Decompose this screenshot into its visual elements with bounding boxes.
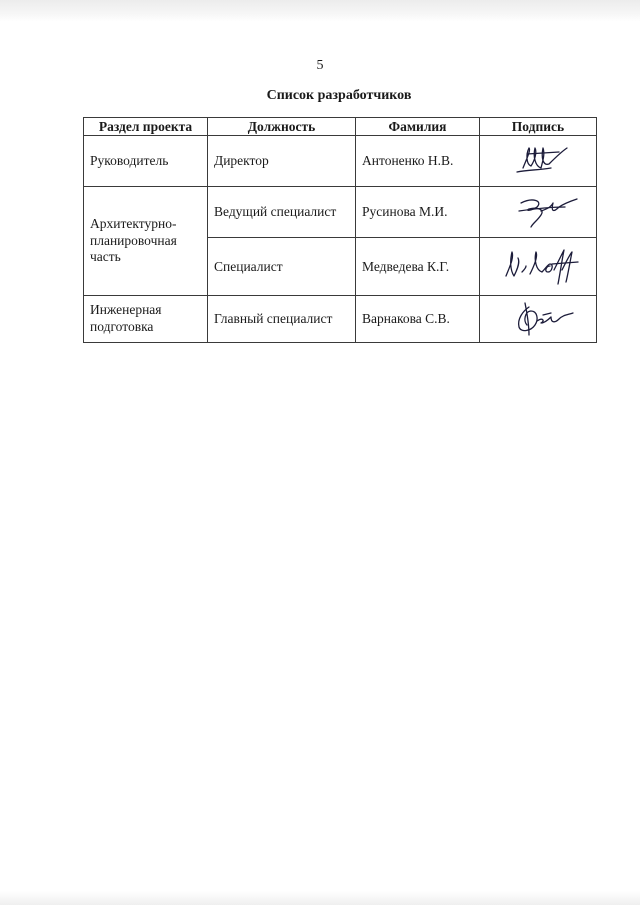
surname-cell: Антоненко Н.В. — [356, 136, 480, 187]
page-number: 5 — [316, 58, 324, 73]
surname-cell: Русинова М.И. — [356, 187, 480, 238]
header-signature: Подпись — [480, 118, 597, 136]
table-row — [84, 187, 597, 238]
signature-image — [488, 240, 588, 294]
table-header-row — [84, 118, 597, 136]
signature-image — [493, 297, 583, 341]
section-cell: Руководитель — [84, 136, 208, 187]
signature-cell — [480, 187, 597, 238]
surname-cell: Медведева К.Г. — [356, 238, 480, 296]
header-position: Должность — [208, 118, 356, 136]
header-section: Раздел проекта — [84, 118, 208, 136]
section-cell: Архитектурно-планировочная часть — [84, 187, 208, 296]
table-row — [84, 296, 597, 343]
header-surname: Фамилия — [356, 118, 480, 136]
document-title: Список разработчиков — [266, 88, 412, 103]
position-cell: Специалист — [208, 238, 356, 296]
signature-cell — [480, 136, 597, 187]
position-cell: Ведущий специалист — [208, 187, 356, 238]
section-cell: Инженерная подготовка — [84, 296, 208, 343]
signature-cell — [480, 238, 597, 296]
signature-cell — [480, 296, 597, 343]
table-row — [84, 136, 597, 187]
developers-table — [83, 117, 597, 343]
position-cell: Главный специалист — [208, 296, 356, 343]
signature-image — [493, 138, 583, 184]
scan-edge-bottom — [0, 891, 640, 905]
position-cell: Директор — [208, 136, 356, 187]
surname-cell: Варнакова С.В. — [356, 296, 480, 343]
scan-edge-top — [0, 0, 640, 22]
signature-image — [493, 189, 583, 235]
